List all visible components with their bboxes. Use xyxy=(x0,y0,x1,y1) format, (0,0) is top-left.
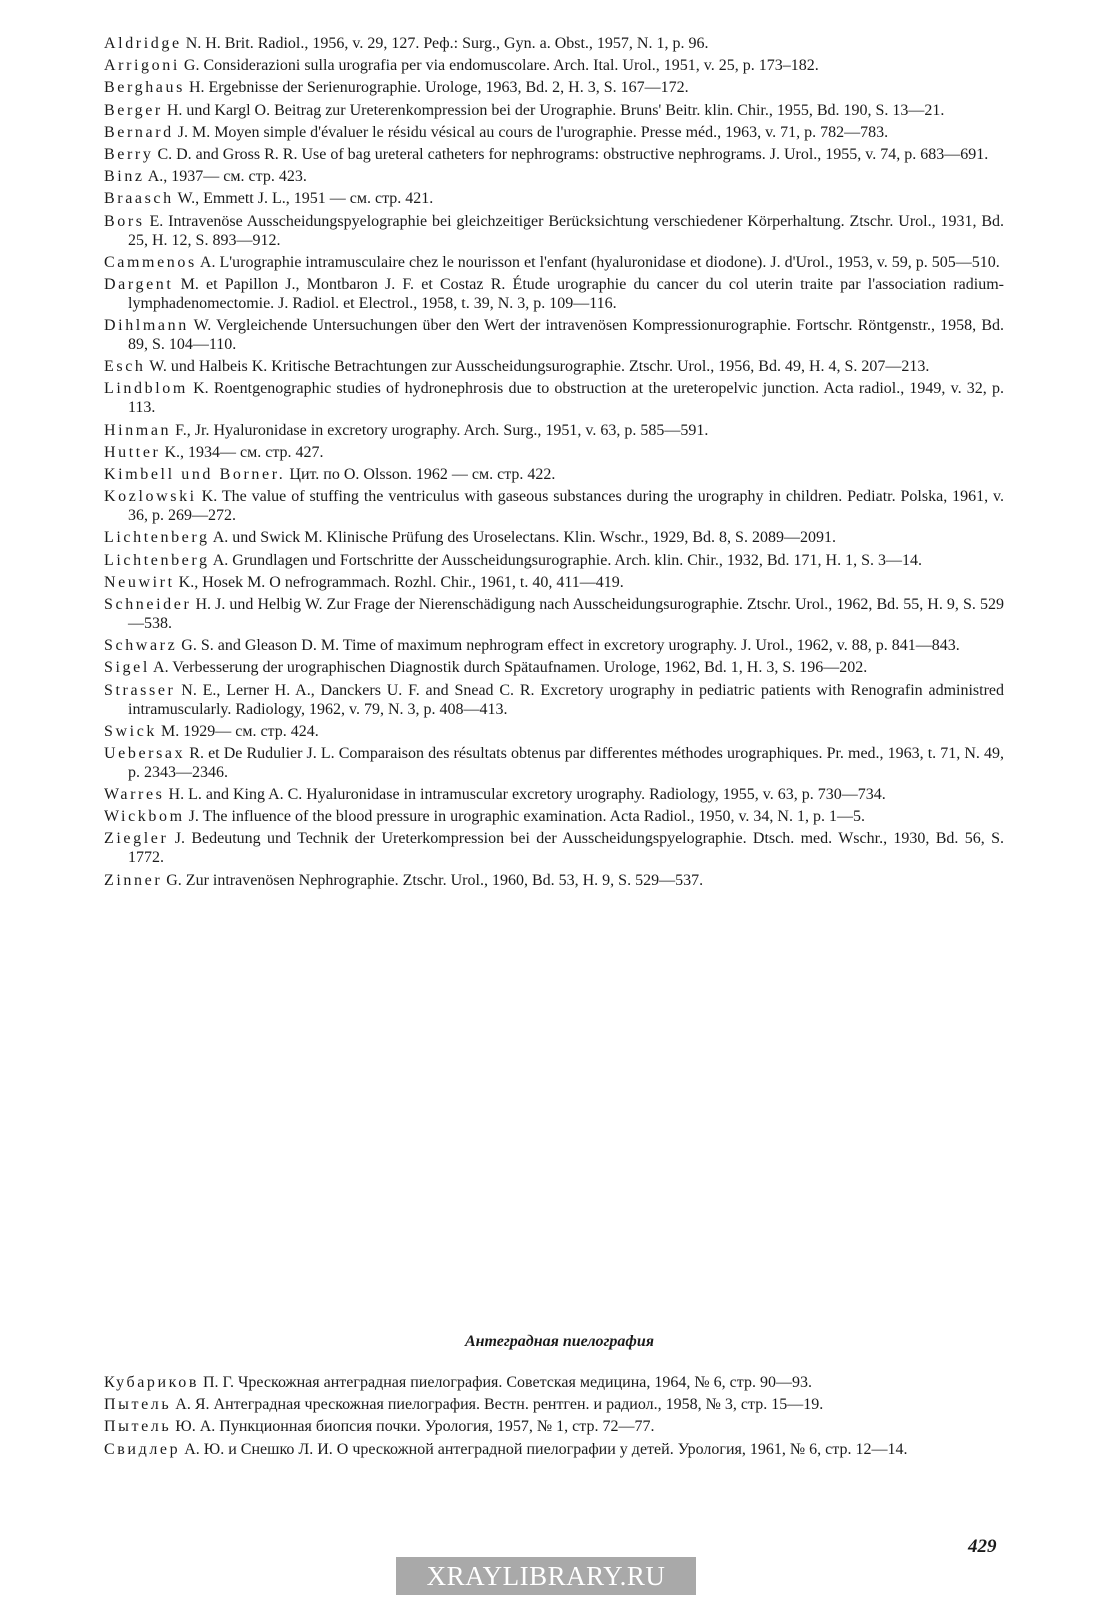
reference-author: Пытель xyxy=(104,1418,172,1436)
reference-entry xyxy=(104,658,1004,677)
reference-text: J. Bedeutung und Technik der Ureterkompression bei der Ausscheidungspyelographie. Dtsch. med. Wschr., 1930, Bd. 56, S. 1772. xyxy=(128,830,1004,867)
reference-text: N. H. Brit. Radiol., 1956, v. 29, 127. Реф.: Surg., Gyn. a. Obst., 1957, N. 1, p. 96. xyxy=(181,35,709,52)
reference-text: J. The influence of the blood pressure in urographic examination. Acta Radiol., 1950, v. 34, N. 1, p. 1—5. xyxy=(184,808,865,826)
reference-author: Warres xyxy=(104,786,165,804)
reference-text: П. Г. Чрескожная антеградная пиелография. Советская медицина, 1964, № 6, стр. 90—93. xyxy=(198,1374,812,1391)
reference-author: Zinner xyxy=(104,871,163,889)
reference-entry xyxy=(104,167,1004,186)
reference-entry xyxy=(104,681,1004,719)
watermark: XRAYLIBRARY.RU xyxy=(396,1557,696,1595)
reference-text: K., 1934— см. стр. 427. xyxy=(160,443,324,461)
reference-author: Bernard xyxy=(104,123,174,141)
reference-author: Aldridge xyxy=(104,35,182,52)
reference-entry xyxy=(104,465,1004,484)
reference-author: Neuwirt xyxy=(104,573,175,591)
reference-entry xyxy=(104,275,1004,313)
reference-author: Bors xyxy=(104,212,145,230)
reference-entry xyxy=(104,145,1004,164)
reference-author: Berghaus xyxy=(104,79,185,97)
reference-text: K., Hosek M. O nefrogrammach. Rozhl. Chir., 1961, t. 40, 411—419. xyxy=(174,573,624,591)
reference-text: M. 1929— см. стр. 424. xyxy=(157,722,319,740)
reference-entry xyxy=(104,573,1004,592)
reference-entry xyxy=(104,487,1004,525)
reference-author: Braasch xyxy=(104,190,174,208)
reference-text: А. Ю. и Снешко Л. И. О чрескожной антеградной пиелографии у детей. Урология, 1961, № 6, стр. 12—14. xyxy=(180,1440,908,1458)
reference-author: Dargent xyxy=(104,275,174,293)
reference-entry xyxy=(104,1373,1004,1392)
reference-author: Hinman xyxy=(104,421,172,439)
reference-text: E. Intravenöse Ausscheidungspyelographie bei gleichzeitiger Berücksichtung verschiedener Körperhaltung. Ztschr. Urol., 1931, Bd. 25, H. 12, S. 893—912. xyxy=(128,212,1004,249)
reference-entry xyxy=(104,744,1004,782)
reference-author: Binz xyxy=(104,168,145,186)
reference-entry xyxy=(104,357,1004,376)
reference-author: Swick xyxy=(104,722,157,740)
reference-author: Hutter xyxy=(104,443,161,461)
reference-entry xyxy=(104,316,1004,354)
reference-entry xyxy=(104,212,1004,250)
reference-author: Berger xyxy=(104,101,163,119)
reference-text: W. Vergleichende Untersuchungen über den Wert der intravenösen Kompressionurographie. Fortschr. Röntgenstr., 1958, Bd. 89, S. 104—110. xyxy=(128,317,1004,354)
reference-text: C. D. and Gross R. R. Use of bag ureteral catheters for nephrograms: obstructive nephrograms. J. Urol., 1955, v. 74, p. 683—691. xyxy=(153,145,989,163)
reference-entry xyxy=(104,1417,1004,1436)
reference-author: Пытель xyxy=(104,1396,172,1414)
reference-author: Lichtenberg xyxy=(104,529,210,547)
reference-text: H. und Kargl O. Beitrag zur Ureterenkompression bei der Urographie. Bruns' Beitr. klin. Chir., 1955, Bd. 190, S. 13—21. xyxy=(162,101,945,119)
reference-author: Cammenos xyxy=(104,253,197,271)
reference-author: Lindblom xyxy=(104,380,188,398)
reference-author: Arrigoni xyxy=(104,57,180,75)
reference-entry xyxy=(104,421,1004,440)
reference-entry xyxy=(104,101,1004,120)
reference-author: Ziegler xyxy=(104,830,169,848)
reference-text: G. Zur intravenösen Nephrographie. Ztschr. Urol., 1960, Bd. 53, H. 9, S. 529—537. xyxy=(162,871,704,889)
reference-text: G. Considerazioni sulla urografia per via endomuscolare. Arch. Ital. Urol., 1951, v. 25, p. 173–182. xyxy=(179,57,819,75)
reference-entry xyxy=(104,722,1004,741)
reference-entry xyxy=(104,78,1004,97)
reference-text: G. S. and Gleason D. M. Time of maximum nephrogram effect in excretory urography. J. Urol., 1962, v. 88, p. 841—843. xyxy=(177,637,960,655)
reference-author: Berry xyxy=(104,145,154,163)
reference-author: Кубариков xyxy=(104,1374,199,1391)
reference-entry xyxy=(104,56,1004,75)
reference-text: Ю. А. Пункционная биопсия почки. Урология, 1957, № 1, стр. 72—77. xyxy=(171,1418,655,1436)
reference-text: H. Ergebnisse der Serienurographie. Urologe, 1963, Bd. 2, H. 3, S. 167—172. xyxy=(184,79,689,97)
reference-author: Sigel xyxy=(104,659,150,677)
reference-text: Цит. по O. Olsson. 1962 — см. стр. 422. xyxy=(285,466,556,483)
reference-text: A. Grundlagen und Fortschritte der Ausscheidungsurographie. Arch. klin. Chir., 1932, Bd. 171, H. 1, S. 3—14. xyxy=(209,551,922,569)
reference-author: Schwarz xyxy=(104,637,178,655)
reference-text: A. Verbesserung der urographischen Diagnostik durch Spätaufnamen. Urologe, 1962, Bd. 1, H. 3, S. 196—202. xyxy=(149,659,868,677)
reference-entry xyxy=(104,34,1004,53)
page-number: 429 xyxy=(968,1536,997,1557)
reference-text: А. Я. Антеградная чрескожная пиелография. Вестн. рентген. и радиол., 1958, № 3, стр. 15—19. xyxy=(171,1396,824,1414)
reference-author: Dihlmann xyxy=(104,317,189,335)
reference-author: Wickbom xyxy=(104,808,185,826)
reference-entry xyxy=(104,551,1004,570)
reference-entry xyxy=(104,636,1004,655)
reference-text: H. J. und Helbig W. Zur Frage der Nierenschädigung nach Ausscheidungsurographie. Ztschr. Urol., 1962, Bd. 55, H. 9, S. 529—538. xyxy=(128,595,1004,632)
reference-author: Lichtenberg xyxy=(104,551,210,569)
reference-text: R. et De Rudulier J. L. Comparaison des résultats obtenus par differentes méthodes urographiques. Pr. med., 1963, t. 71, N. 49, p. 2343—2346. xyxy=(128,744,1004,781)
reference-text: W. und Halbeis K. Kritische Betrachtungen zur Ausscheidungsurographie. Ztschr. Urol., 1956, Bd. 49, H. 4, S. 207—213. xyxy=(145,358,930,376)
reference-text: F., Jr. Hyaluronidase in excretory urography. Arch. Surg., 1951, v. 63, p. 585—591. xyxy=(171,421,709,439)
reference-entry xyxy=(104,123,1004,142)
reference-text: M. et Papillon J., Montbaron J. F. et Costaz R. Étude urographie du cancer du col uterin traite par l'association radium-lymphadenomectomie. J. Radiol. et Electrol., 1958, t. 39, N. 3, p. 109—116. xyxy=(128,275,1004,312)
reference-author: Kozlowski xyxy=(104,488,197,506)
reference-text: A. L'urographie intramusculaire chez le nourisson et l'enfant (hyaluronidase et diodone). J. d'Urol., 1953, v. 59, p. 505—510. xyxy=(196,253,1000,271)
reference-text: W., Emmett J. L., 1951 — см. стр. 421. xyxy=(173,190,434,208)
reference-entry xyxy=(104,189,1004,208)
reference-text: K. The value of stuffing the ventriculus with gaseous substances during the urography in children. Pediatr. Polska, 1961, v. 36, p. 269—272. xyxy=(128,488,1004,525)
reference-entry xyxy=(104,829,1004,867)
reference-entry xyxy=(104,595,1004,633)
reference-entry xyxy=(104,253,1004,272)
reference-entry xyxy=(104,1395,1004,1414)
reference-text: H. L. and King A. C. Hyaluronidase in intramuscular excretory urography. Radiology, 1955, v. 63, p. 730—734. xyxy=(164,786,886,804)
reference-author: Свидлер xyxy=(104,1440,181,1458)
reference-entry xyxy=(104,871,1004,890)
reference-author: Kimbell und Borner. xyxy=(104,466,286,483)
section-reference-list xyxy=(104,1373,1004,1462)
reference-text: J. M. Moyen simple d'évaluer le résidu vésical au cours de l'urographie. Presse méd., 1963, v. 71, p. 782—783. xyxy=(173,123,889,141)
reference-list xyxy=(104,34,1004,893)
reference-entry xyxy=(104,785,1004,804)
reference-text: K. Roentgenographic studies of hydronephrosis due to obstruction at the ureteropelvic junction. Acta radiol., 1949, v. 32, p. 113. xyxy=(128,380,1004,417)
reference-entry xyxy=(104,528,1004,547)
reference-text: A. und Swick M. Klinische Prüfung des Uroselectans. Klin. Wschr., 1929, Bd. 8, S. 2089—2091. xyxy=(209,529,836,547)
reference-entry xyxy=(104,379,1004,417)
reference-author: Esch xyxy=(104,358,146,376)
reference-entry xyxy=(104,443,1004,462)
reference-text: A., 1937— см. стр. 423. xyxy=(144,168,307,186)
section-heading: Антеградная пиелография xyxy=(464,1333,655,1350)
reference-entry xyxy=(104,1440,1004,1459)
reference-author: Uebersax xyxy=(104,744,186,762)
reference-entry xyxy=(104,807,1004,826)
reference-author: Strasser xyxy=(104,681,176,699)
reference-text: N. E., Lerner H. A., Danckers U. F. and Snead C. R. Excretory urography in pediatric patients with Renografin administred intramuscularly. Radiology, 1962, v. 79, N. 3, p. 408—413. xyxy=(128,681,1004,718)
reference-author: Schneider xyxy=(104,595,192,613)
